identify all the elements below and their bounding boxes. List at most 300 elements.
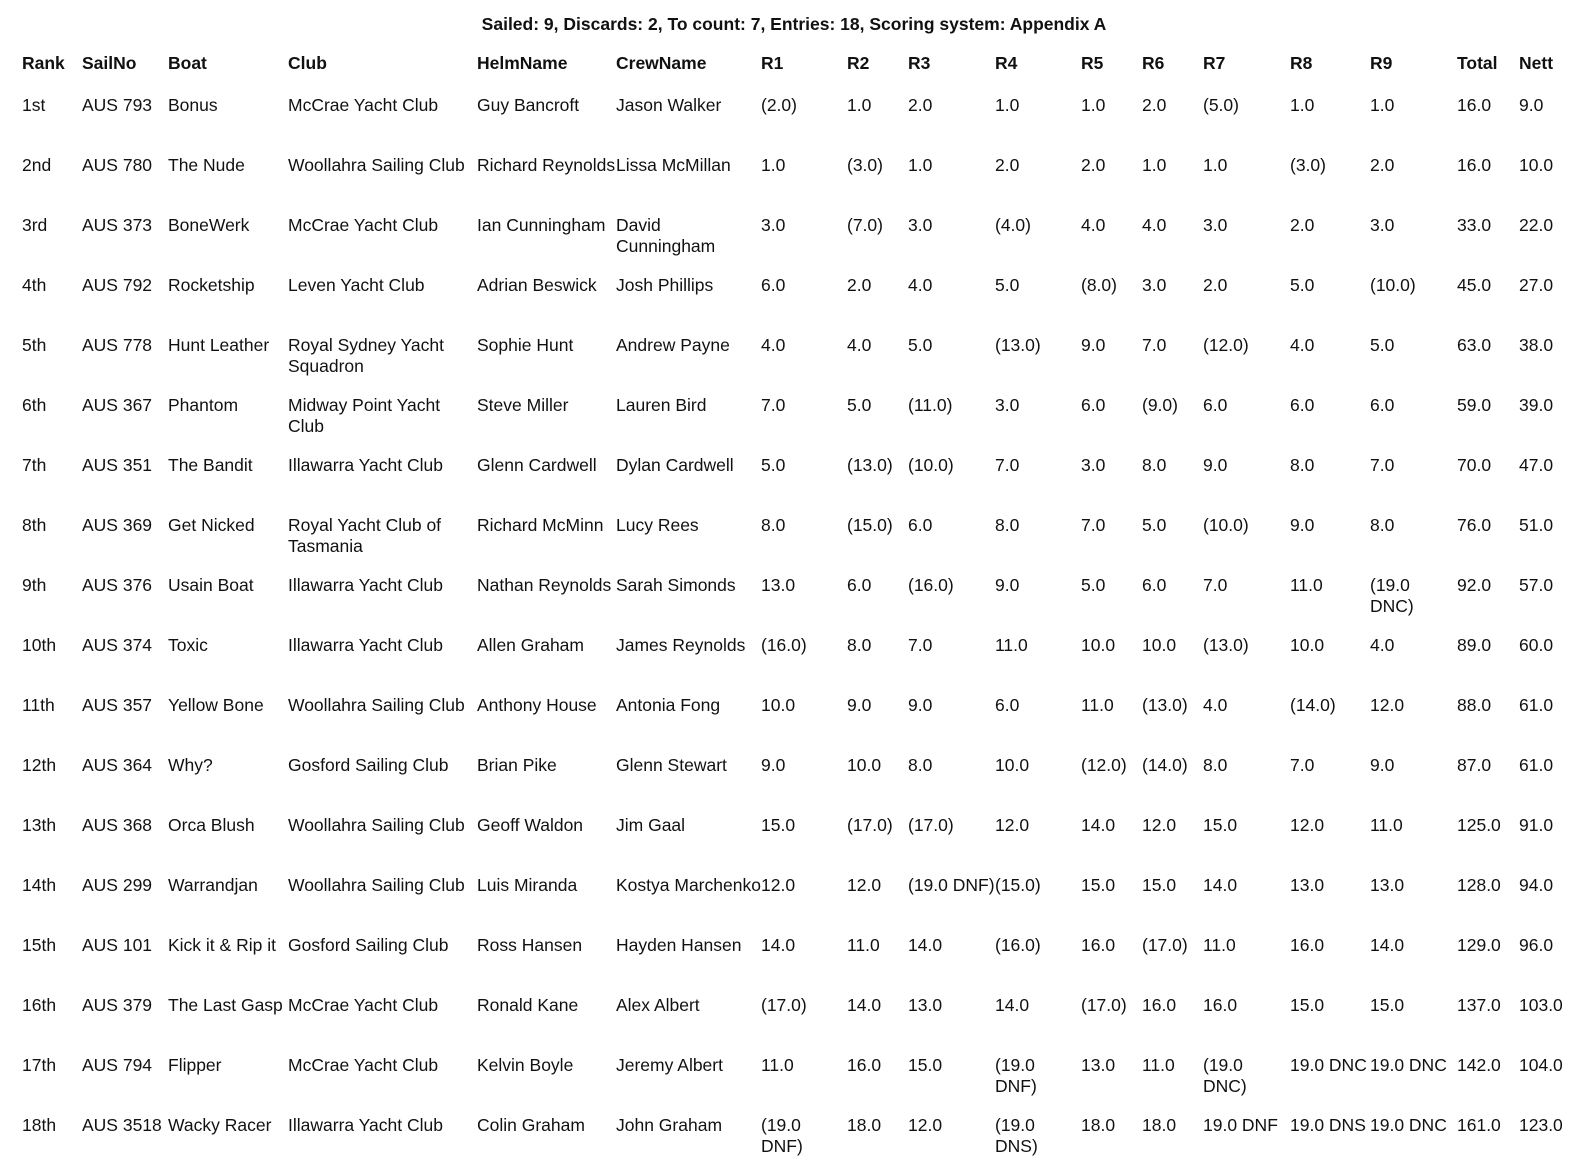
cell-r1: 5.0 bbox=[761, 455, 786, 475]
header-r6: R6 bbox=[1142, 53, 1165, 73]
cell-r1: 14.0 bbox=[761, 935, 796, 955]
cell-r1: 9.0 bbox=[761, 755, 786, 775]
cell-helm-name: Luis Miranda bbox=[477, 875, 578, 895]
cell-boat: The Last Gasp bbox=[168, 995, 283, 1015]
cell-r9: 11.0 bbox=[1370, 815, 1403, 835]
cell-helm-name: Geoff Waldon bbox=[477, 815, 584, 835]
cell-r8: 1.0 bbox=[1290, 95, 1315, 115]
cell-r3: 3.0 bbox=[908, 215, 933, 235]
cell-r1: 15.0 bbox=[761, 815, 796, 835]
cell-sail-no: AUS 101 bbox=[82, 935, 153, 955]
header-boat: Boat bbox=[168, 53, 207, 73]
cell-r9: 12.0 bbox=[1370, 695, 1405, 715]
cell-r9: (10.0) bbox=[1370, 275, 1416, 295]
cell-r2: 18.0 bbox=[847, 1115, 882, 1135]
cell-r1: 13.0 bbox=[761, 575, 796, 595]
cell-r8: 5.0 bbox=[1290, 275, 1315, 295]
cell-boat: Flipper bbox=[168, 1055, 222, 1075]
cell-r5: 16.0 bbox=[1081, 935, 1116, 955]
cell-total: 88.0 bbox=[1457, 695, 1492, 715]
cell-r9: 19.0 DNC bbox=[1370, 1115, 1447, 1135]
cell-crew-name: Glenn Stewart bbox=[616, 755, 727, 775]
cell-r9: 15.0 bbox=[1370, 995, 1405, 1015]
cell-club: Illawarra Yacht Club bbox=[288, 575, 443, 595]
cell-r2: 2.0 bbox=[847, 275, 872, 295]
cell-club: Illawarra Yacht Club bbox=[288, 455, 443, 475]
cell-r9: 14.0 bbox=[1370, 935, 1405, 955]
cell-club: McCrae Yacht Club bbox=[288, 995, 439, 1015]
cell-r4: 9.0 bbox=[995, 575, 1020, 595]
cell-rank: 12th bbox=[22, 755, 57, 775]
cell-nett: 38.0 bbox=[1519, 335, 1554, 355]
cell-r2: 12.0 bbox=[847, 875, 882, 895]
cell-helm-name: Brian Pike bbox=[477, 755, 557, 775]
cell-rank: 10th bbox=[22, 635, 57, 655]
cell-r4: 3.0 bbox=[995, 395, 1020, 415]
header-r1: R1 bbox=[761, 53, 784, 73]
table-row bbox=[22, 513, 1582, 573]
cell-club: Midway Point Yacht Club bbox=[288, 395, 441, 436]
cell-boat: Kick it & Rip it bbox=[168, 935, 276, 955]
cell-r6: (13.0) bbox=[1142, 695, 1188, 715]
cell-crew-name: Sarah Simonds bbox=[616, 575, 736, 595]
cell-nett: 51.0 bbox=[1519, 515, 1554, 535]
cell-r7: 6.0 bbox=[1203, 395, 1228, 415]
cell-helm-name: Allen Graham bbox=[477, 635, 584, 655]
cell-r8: 7.0 bbox=[1290, 755, 1315, 775]
cell-r3: 1.0 bbox=[908, 155, 933, 175]
header-r7: R7 bbox=[1203, 53, 1226, 73]
cell-sail-no: AUS 367 bbox=[82, 395, 153, 415]
table-row bbox=[22, 813, 1582, 873]
cell-nett: 91.0 bbox=[1519, 815, 1554, 835]
cell-r2: 9.0 bbox=[847, 695, 872, 715]
cell-r2: (13.0) bbox=[847, 455, 893, 475]
header-r5: R5 bbox=[1081, 53, 1104, 73]
cell-r7: 4.0 bbox=[1203, 695, 1228, 715]
table-row bbox=[22, 933, 1582, 993]
cell-helm-name: Guy Bancroft bbox=[477, 95, 580, 115]
cell-r2: 11.0 bbox=[847, 935, 880, 955]
cell-r4: (19.0 DNS) bbox=[995, 1115, 1038, 1156]
cell-r4: 5.0 bbox=[995, 275, 1020, 295]
cell-r4: (15.0) bbox=[995, 875, 1041, 895]
cell-r3: 6.0 bbox=[908, 515, 933, 535]
table-row bbox=[22, 333, 1582, 393]
cell-r3: (10.0) bbox=[908, 455, 954, 475]
cell-sail-no: AUS 794 bbox=[82, 1055, 153, 1075]
cell-sail-no: AUS 3518 bbox=[82, 1115, 162, 1135]
cell-r8: (3.0) bbox=[1290, 155, 1326, 175]
cell-r1: (19.0 DNF) bbox=[761, 1115, 803, 1156]
cell-rank: 3rd bbox=[22, 215, 48, 235]
cell-total: 63.0 bbox=[1457, 335, 1492, 355]
cell-r7: (19.0 DNC) bbox=[1203, 1055, 1247, 1096]
cell-total: 16.0 bbox=[1457, 155, 1492, 175]
cell-r2: (15.0) bbox=[847, 515, 893, 535]
cell-club: Gosford Sailing Club bbox=[288, 755, 449, 775]
cell-sail-no: AUS 376 bbox=[82, 575, 153, 595]
cell-crew-name: Jason Walker bbox=[616, 95, 722, 115]
cell-r6: 4.0 bbox=[1142, 215, 1167, 235]
cell-r6: 8.0 bbox=[1142, 455, 1167, 475]
cell-helm-name: Nathan Reynolds bbox=[477, 575, 612, 595]
cell-sail-no: AUS 299 bbox=[82, 875, 153, 895]
cell-helm-name: Richard Reynolds bbox=[477, 155, 616, 175]
cell-r5: 5.0 bbox=[1081, 575, 1106, 595]
cell-sail-no: AUS 351 bbox=[82, 455, 153, 475]
cell-r7: 16.0 bbox=[1203, 995, 1238, 1015]
cell-r8: 13.0 bbox=[1290, 875, 1325, 895]
cell-crew-name: John Graham bbox=[616, 1115, 723, 1135]
cell-r1: 11.0 bbox=[761, 1055, 794, 1075]
cell-sail-no: AUS 373 bbox=[82, 215, 153, 235]
cell-helm-name: Glenn Cardwell bbox=[477, 455, 597, 475]
results-summary: Sailed: 9, Discards: 2, To count: 7, Entries: 18, Scoring system: Appendix A bbox=[481, 14, 1107, 34]
cell-r3: (19.0 DNF) bbox=[908, 875, 995, 895]
cell-r6: 1.0 bbox=[1142, 155, 1167, 175]
cell-r3: 5.0 bbox=[908, 335, 933, 355]
cell-boat: Rocketship bbox=[168, 275, 255, 295]
cell-r3: 9.0 bbox=[908, 695, 933, 715]
cell-nett: 103.0 bbox=[1519, 995, 1563, 1015]
cell-r3: 2.0 bbox=[908, 95, 933, 115]
cell-r2: (7.0) bbox=[847, 215, 883, 235]
cell-r3: 8.0 bbox=[908, 755, 933, 775]
cell-sail-no: AUS 374 bbox=[82, 635, 153, 655]
cell-r6: (9.0) bbox=[1142, 395, 1178, 415]
cell-r7: 2.0 bbox=[1203, 275, 1228, 295]
cell-total: 89.0 bbox=[1457, 635, 1492, 655]
cell-r4: 12.0 bbox=[995, 815, 1030, 835]
cell-helm-name: Ronald Kane bbox=[477, 995, 579, 1015]
cell-sail-no: AUS 357 bbox=[82, 695, 153, 715]
cell-r6: 18.0 bbox=[1142, 1115, 1177, 1135]
cell-r1: 10.0 bbox=[761, 695, 796, 715]
cell-club: Royal Sydney Yacht Squadron bbox=[288, 335, 444, 376]
cell-nett: 47.0 bbox=[1519, 455, 1554, 475]
cell-helm-name: Adrian Beswick bbox=[477, 275, 597, 295]
cell-r2: 6.0 bbox=[847, 575, 872, 595]
cell-nett: 94.0 bbox=[1519, 875, 1554, 895]
cell-club: Woollahra Sailing Club bbox=[288, 815, 465, 835]
table-row bbox=[22, 993, 1582, 1053]
cell-r4: 11.0 bbox=[995, 635, 1028, 655]
header-crew-name: CrewName bbox=[616, 53, 707, 73]
cell-boat: Why? bbox=[168, 755, 213, 775]
cell-r3: 14.0 bbox=[908, 935, 943, 955]
cell-r4: 14.0 bbox=[995, 995, 1030, 1015]
cell-r6: (14.0) bbox=[1142, 755, 1188, 775]
cell-rank: 4th bbox=[22, 275, 47, 295]
cell-helm-name: Sophie Hunt bbox=[477, 335, 574, 355]
cell-total: 59.0 bbox=[1457, 395, 1492, 415]
cell-r8: 15.0 bbox=[1290, 995, 1325, 1015]
cell-r8: 4.0 bbox=[1290, 335, 1315, 355]
header-helm-name: HelmName bbox=[477, 53, 568, 73]
cell-r2: (17.0) bbox=[847, 815, 893, 835]
cell-rank: 13th bbox=[22, 815, 57, 835]
cell-r5: (8.0) bbox=[1081, 275, 1117, 295]
cell-r8: 19.0 DNC bbox=[1290, 1055, 1367, 1075]
cell-club: Gosford Sailing Club bbox=[288, 935, 449, 955]
table-row bbox=[22, 1113, 1582, 1173]
cell-r3: 12.0 bbox=[908, 1115, 943, 1135]
cell-r2: 5.0 bbox=[847, 395, 872, 415]
cell-rank: 16th bbox=[22, 995, 57, 1015]
cell-boat: Wacky Racer bbox=[168, 1115, 272, 1135]
cell-rank: 6th bbox=[22, 395, 47, 415]
cell-r9: 3.0 bbox=[1370, 215, 1395, 235]
cell-r2: 1.0 bbox=[847, 95, 872, 115]
table-row bbox=[22, 153, 1582, 213]
cell-helm-name: Ross Hansen bbox=[477, 935, 583, 955]
cell-sail-no: AUS 778 bbox=[82, 335, 153, 355]
cell-r4: 10.0 bbox=[995, 755, 1030, 775]
cell-helm-name: Anthony House bbox=[477, 695, 597, 715]
cell-total: 45.0 bbox=[1457, 275, 1492, 295]
cell-r7: 7.0 bbox=[1203, 575, 1228, 595]
cell-r7: (10.0) bbox=[1203, 515, 1249, 535]
cell-r6: 16.0 bbox=[1142, 995, 1177, 1015]
header-rank: Rank bbox=[22, 53, 65, 73]
header-total: Total bbox=[1457, 53, 1498, 73]
cell-nett: 60.0 bbox=[1519, 635, 1554, 655]
cell-rank: 18th bbox=[22, 1115, 57, 1135]
cell-club: Woollahra Sailing Club bbox=[288, 155, 465, 175]
cell-crew-name: David Cunningham bbox=[616, 215, 716, 256]
cell-total: 87.0 bbox=[1457, 755, 1492, 775]
table-row bbox=[22, 633, 1582, 693]
cell-nett: 61.0 bbox=[1519, 695, 1554, 715]
cell-helm-name: Steve Miller bbox=[477, 395, 569, 415]
cell-boat: Toxic bbox=[168, 635, 208, 655]
cell-r6: 6.0 bbox=[1142, 575, 1167, 595]
cell-r8: 16.0 bbox=[1290, 935, 1325, 955]
cell-rank: 8th bbox=[22, 515, 47, 535]
cell-r2: (3.0) bbox=[847, 155, 883, 175]
cell-r1: 1.0 bbox=[761, 155, 786, 175]
cell-r5: 2.0 bbox=[1081, 155, 1106, 175]
cell-r9: 1.0 bbox=[1370, 95, 1395, 115]
table-row bbox=[22, 873, 1582, 933]
cell-rank: 11th bbox=[22, 695, 55, 715]
cell-r2: 10.0 bbox=[847, 755, 882, 775]
cell-r3: 13.0 bbox=[908, 995, 943, 1015]
cell-r9: 7.0 bbox=[1370, 455, 1395, 475]
cell-total: 70.0 bbox=[1457, 455, 1492, 475]
header-nett: Nett bbox=[1519, 53, 1554, 73]
cell-crew-name: Hayden Hansen bbox=[616, 935, 742, 955]
cell-sail-no: AUS 379 bbox=[82, 995, 153, 1015]
cell-r8: 11.0 bbox=[1290, 575, 1323, 595]
cell-club: Woollahra Sailing Club bbox=[288, 695, 465, 715]
cell-r4: 2.0 bbox=[995, 155, 1020, 175]
cell-r5: (17.0) bbox=[1081, 995, 1127, 1015]
cell-total: 76.0 bbox=[1457, 515, 1492, 535]
cell-nett: 10.0 bbox=[1519, 155, 1554, 175]
cell-r4: 1.0 bbox=[995, 95, 1020, 115]
cell-rank: 2nd bbox=[22, 155, 52, 175]
header-r9: R9 bbox=[1370, 53, 1393, 73]
results-table bbox=[22, 48, 1582, 1173]
cell-r8: 2.0 bbox=[1290, 215, 1315, 235]
cell-r6: 7.0 bbox=[1142, 335, 1167, 355]
cell-nett: 104.0 bbox=[1519, 1055, 1563, 1075]
cell-r6: 11.0 bbox=[1142, 1055, 1175, 1075]
cell-r4: (13.0) bbox=[995, 335, 1041, 355]
cell-r5: 7.0 bbox=[1081, 515, 1106, 535]
cell-helm-name: Kelvin Boyle bbox=[477, 1055, 574, 1075]
cell-sail-no: AUS 792 bbox=[82, 275, 153, 295]
cell-r3: (11.0) bbox=[908, 395, 953, 415]
table-row bbox=[22, 573, 1582, 633]
cell-r6: 2.0 bbox=[1142, 95, 1167, 115]
cell-nett: 96.0 bbox=[1519, 935, 1554, 955]
cell-crew-name: James Reynolds bbox=[616, 635, 746, 655]
cell-r6: 5.0 bbox=[1142, 515, 1167, 535]
cell-total: 161.0 bbox=[1457, 1115, 1501, 1135]
header-r4: R4 bbox=[995, 53, 1018, 73]
cell-total: 92.0 bbox=[1457, 575, 1492, 595]
cell-crew-name: Josh Phillips bbox=[616, 275, 714, 295]
cell-r5: 11.0 bbox=[1081, 695, 1114, 715]
cell-r7: (12.0) bbox=[1203, 335, 1249, 355]
cell-r3: (17.0) bbox=[908, 815, 954, 835]
cell-r8: 19.0 DNS bbox=[1290, 1115, 1366, 1135]
cell-r5: 4.0 bbox=[1081, 215, 1106, 235]
cell-sail-no: AUS 368 bbox=[82, 815, 153, 835]
cell-club: McCrae Yacht Club bbox=[288, 1055, 439, 1075]
cell-r3: (16.0) bbox=[908, 575, 954, 595]
cell-total: 137.0 bbox=[1457, 995, 1501, 1015]
cell-r4: 6.0 bbox=[995, 695, 1020, 715]
cell-r5: 3.0 bbox=[1081, 455, 1106, 475]
cell-rank: 7th bbox=[22, 455, 47, 475]
cell-r8: 9.0 bbox=[1290, 515, 1315, 535]
cell-total: 129.0 bbox=[1457, 935, 1501, 955]
cell-r1: (2.0) bbox=[761, 95, 797, 115]
cell-crew-name: Jeremy Albert bbox=[616, 1055, 723, 1075]
cell-r1: (16.0) bbox=[761, 635, 807, 655]
cell-r9: 8.0 bbox=[1370, 515, 1395, 535]
cell-crew-name: Dylan Cardwell bbox=[616, 455, 734, 475]
cell-rank: 14th bbox=[22, 875, 57, 895]
cell-boat: BoneWerk bbox=[168, 215, 250, 235]
cell-r6: 15.0 bbox=[1142, 875, 1177, 895]
cell-r9: 5.0 bbox=[1370, 335, 1395, 355]
cell-club: Royal Yacht Club of Tasmania bbox=[288, 515, 442, 556]
header-r8: R8 bbox=[1290, 53, 1313, 73]
cell-boat: Yellow Bone bbox=[168, 695, 264, 715]
table-row bbox=[22, 273, 1582, 333]
cell-r1: 4.0 bbox=[761, 335, 786, 355]
cell-r8: 8.0 bbox=[1290, 455, 1315, 475]
cell-r6: 3.0 bbox=[1142, 275, 1167, 295]
header-club: Club bbox=[288, 53, 327, 73]
cell-helm-name: Richard McMinn bbox=[477, 515, 604, 535]
cell-r9: 13.0 bbox=[1370, 875, 1405, 895]
cell-nett: 27.0 bbox=[1519, 275, 1554, 295]
cell-r3: 7.0 bbox=[908, 635, 933, 655]
cell-boat: Hunt Leather bbox=[168, 335, 270, 355]
cell-r5: 10.0 bbox=[1081, 635, 1116, 655]
cell-r7: 19.0 DNF bbox=[1203, 1115, 1278, 1135]
cell-boat: The Nude bbox=[168, 155, 245, 175]
cell-r1: 6.0 bbox=[761, 275, 786, 295]
cell-r4: (19.0 DNF) bbox=[995, 1055, 1037, 1096]
cell-r7: 8.0 bbox=[1203, 755, 1228, 775]
cell-r3: 4.0 bbox=[908, 275, 933, 295]
cell-crew-name: Lauren Bird bbox=[616, 395, 707, 415]
cell-r4: (4.0) bbox=[995, 215, 1031, 235]
cell-r9: 6.0 bbox=[1370, 395, 1395, 415]
cell-r5: 13.0 bbox=[1081, 1055, 1116, 1075]
table-row bbox=[22, 213, 1582, 273]
cell-boat: Warrandjan bbox=[168, 875, 258, 895]
cell-r9: 4.0 bbox=[1370, 635, 1395, 655]
table-row bbox=[22, 393, 1582, 453]
cell-r1: 12.0 bbox=[761, 875, 796, 895]
cell-club: McCrae Yacht Club bbox=[288, 215, 439, 235]
cell-r7: 11.0 bbox=[1203, 935, 1236, 955]
cell-rank: 15th bbox=[22, 935, 57, 955]
cell-sail-no: AUS 369 bbox=[82, 515, 153, 535]
header-r2: R2 bbox=[847, 53, 870, 73]
cell-nett: 123.0 bbox=[1519, 1115, 1563, 1135]
cell-r5: 14.0 bbox=[1081, 815, 1116, 835]
table-row bbox=[22, 1053, 1582, 1113]
cell-nett: 57.0 bbox=[1519, 575, 1554, 595]
cell-r2: 16.0 bbox=[847, 1055, 882, 1075]
cell-boat: Orca Blush bbox=[168, 815, 255, 835]
cell-nett: 61.0 bbox=[1519, 755, 1554, 775]
cell-r1: 7.0 bbox=[761, 395, 786, 415]
cell-nett: 22.0 bbox=[1519, 215, 1554, 235]
cell-r7: 9.0 bbox=[1203, 455, 1228, 475]
cell-r6: 10.0 bbox=[1142, 635, 1177, 655]
cell-crew-name: Lucy Rees bbox=[616, 515, 699, 535]
table-row bbox=[22, 93, 1582, 153]
cell-r1: 8.0 bbox=[761, 515, 786, 535]
cell-crew-name: Lissa McMillan bbox=[616, 155, 731, 175]
cell-r6: (17.0) bbox=[1142, 935, 1188, 955]
cell-r5: 15.0 bbox=[1081, 875, 1116, 895]
cell-r7: (5.0) bbox=[1203, 95, 1239, 115]
cell-nett: 9.0 bbox=[1519, 95, 1544, 115]
cell-r8: 6.0 bbox=[1290, 395, 1315, 415]
cell-club: Leven Yacht Club bbox=[288, 275, 425, 295]
cell-total: 128.0 bbox=[1457, 875, 1501, 895]
cell-crew-name: Kostya Marchenko bbox=[616, 875, 761, 895]
cell-rank: 17th bbox=[22, 1055, 57, 1075]
cell-sail-no: AUS 780 bbox=[82, 155, 153, 175]
header-sail-no: SailNo bbox=[82, 53, 137, 73]
cell-r8: 12.0 bbox=[1290, 815, 1325, 835]
cell-r2: 4.0 bbox=[847, 335, 872, 355]
cell-r7: 15.0 bbox=[1203, 815, 1238, 835]
cell-club: Woollahra Sailing Club bbox=[288, 875, 465, 895]
cell-sail-no: AUS 793 bbox=[82, 95, 153, 115]
cell-boat: Usain Boat bbox=[168, 575, 254, 595]
cell-boat: The Bandit bbox=[168, 455, 253, 475]
cell-rank: 9th bbox=[22, 575, 47, 595]
cell-r5: 1.0 bbox=[1081, 95, 1106, 115]
cell-r4: 7.0 bbox=[995, 455, 1020, 475]
cell-r5: 9.0 bbox=[1081, 335, 1106, 355]
cell-r9: 9.0 bbox=[1370, 755, 1395, 775]
cell-crew-name: Alex Albert bbox=[616, 995, 700, 1015]
